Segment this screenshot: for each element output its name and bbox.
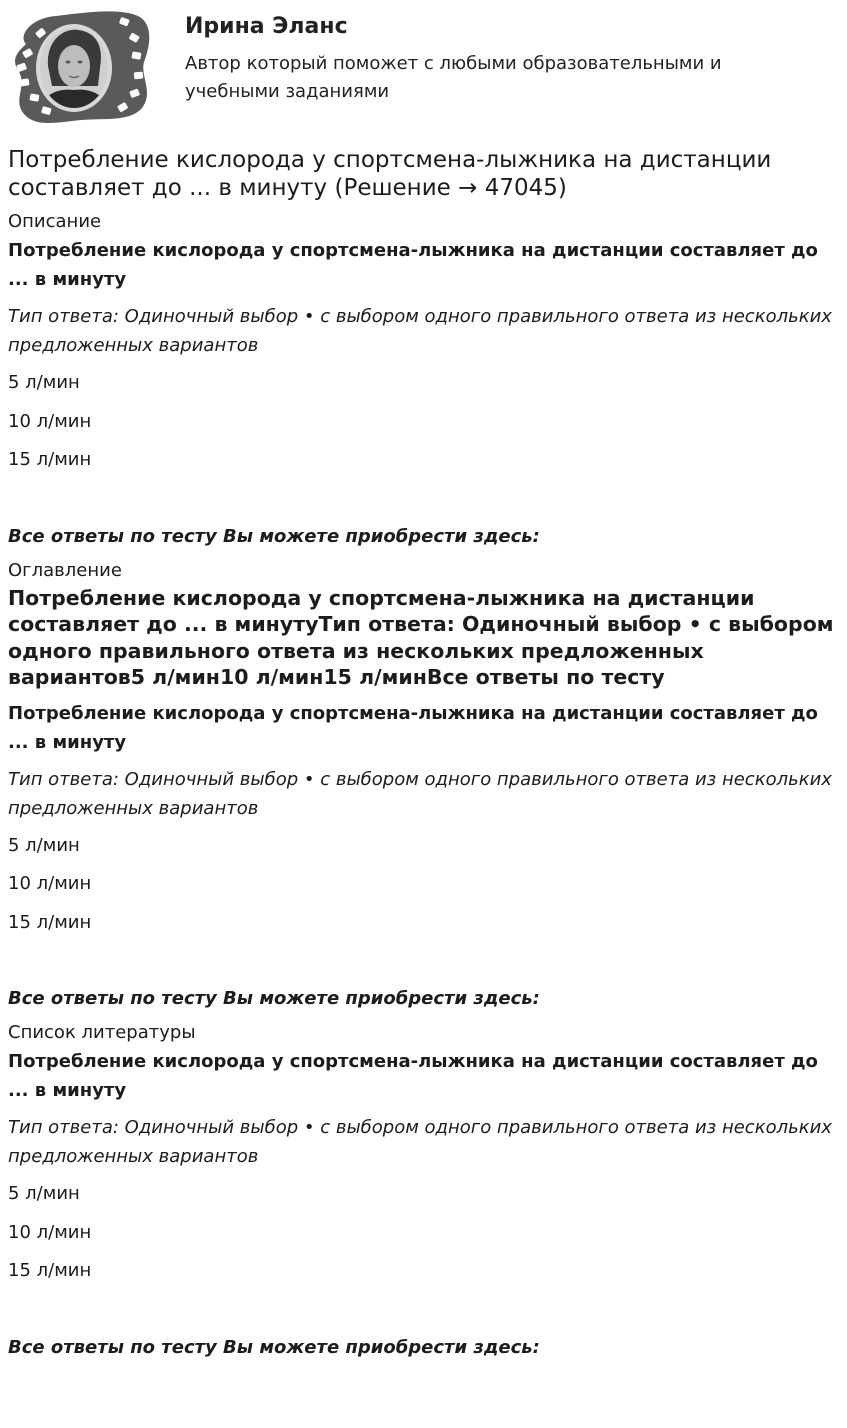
references-section [8, 1021, 838, 1362]
author-description: Автор который поможет с любыми образовательными и учебными заданиями [185, 53, 722, 102]
answer-option: 15 л/мин [8, 911, 92, 933]
answer-type-text: Тип ответа: Одиночный выбор • с выбором одного правильного ответа из нескольких предложенных вариантов [8, 768, 832, 819]
answer-type-text: Тип ответа: Одиночный выбор • с выбором одного правильного ответа из нескольких предложенных вариантов [8, 306, 832, 356]
description-section [8, 210, 838, 551]
section-label-description: Описание [8, 211, 102, 232]
section-label-toc: Оглавление [8, 559, 122, 581]
author-header [8, 6, 838, 128]
answer-option: 5 л/мин [8, 834, 80, 856]
answer-option: 10 л/мин [8, 410, 92, 432]
author-name: Ирина Эланс [185, 14, 348, 39]
all-answers-text: Все ответы по тесту Вы можете приобрести здесь: [8, 988, 540, 1009]
all-answers-text: Все ответы по тесту Вы можете приобрести здесь: [8, 1336, 540, 1358]
question-text: Потребление кислорода у спортсмена-лыжника на дистанции составляет до ... в минуту [8, 240, 818, 290]
answer-option: 5 л/мин [8, 1183, 80, 1204]
film-frame-avatar-icon [8, 6, 153, 126]
question-text: Потребление кислорода у спортсмена-лыжника на дистанции составляет до ... в минуту [8, 702, 818, 753]
answer-option: 5 л/мин [8, 372, 80, 393]
spacer [8, 946, 838, 984]
main-content [8, 146, 838, 1366]
spacer [8, 1295, 838, 1333]
question-text: Потребление кислорода у спортсмена-лыжника на дистанции составляет до ... в минуту [8, 1051, 818, 1101]
page-title: Потребление кислорода у спортсмена-лыжника на дистанции составляет до ... в минуту (Решение → 47045) [8, 147, 772, 201]
answer-type-text: Тип ответа: Одиночный выбор • с выбором одного правильного ответа из нескольких предложенных вариантов [8, 1117, 832, 1167]
answer-option: 15 л/мин [8, 449, 92, 470]
toc-heading: Потребление кислорода у спортсмена-лыжника на дистанции составляет до ... в минутуТип ответа: Одиночный выбор • с выбором одного правильного ответа из нескольких предложенных вариантов5 л/мин10 л/мин15 л/минВсе ответы по тесту [8, 585, 834, 689]
all-answers-text: Все ответы по тесту Вы можете приобрести здесь: [8, 525, 540, 547]
toc-section [8, 559, 838, 1014]
answer-option: 10 л/мин [8, 873, 92, 894]
spacer [8, 484, 838, 522]
answer-option: 15 л/мин [8, 1260, 92, 1281]
answer-option: 10 л/мин [8, 1221, 92, 1243]
avatar [8, 6, 153, 126]
section-label-references: Список литературы [8, 1022, 196, 1043]
